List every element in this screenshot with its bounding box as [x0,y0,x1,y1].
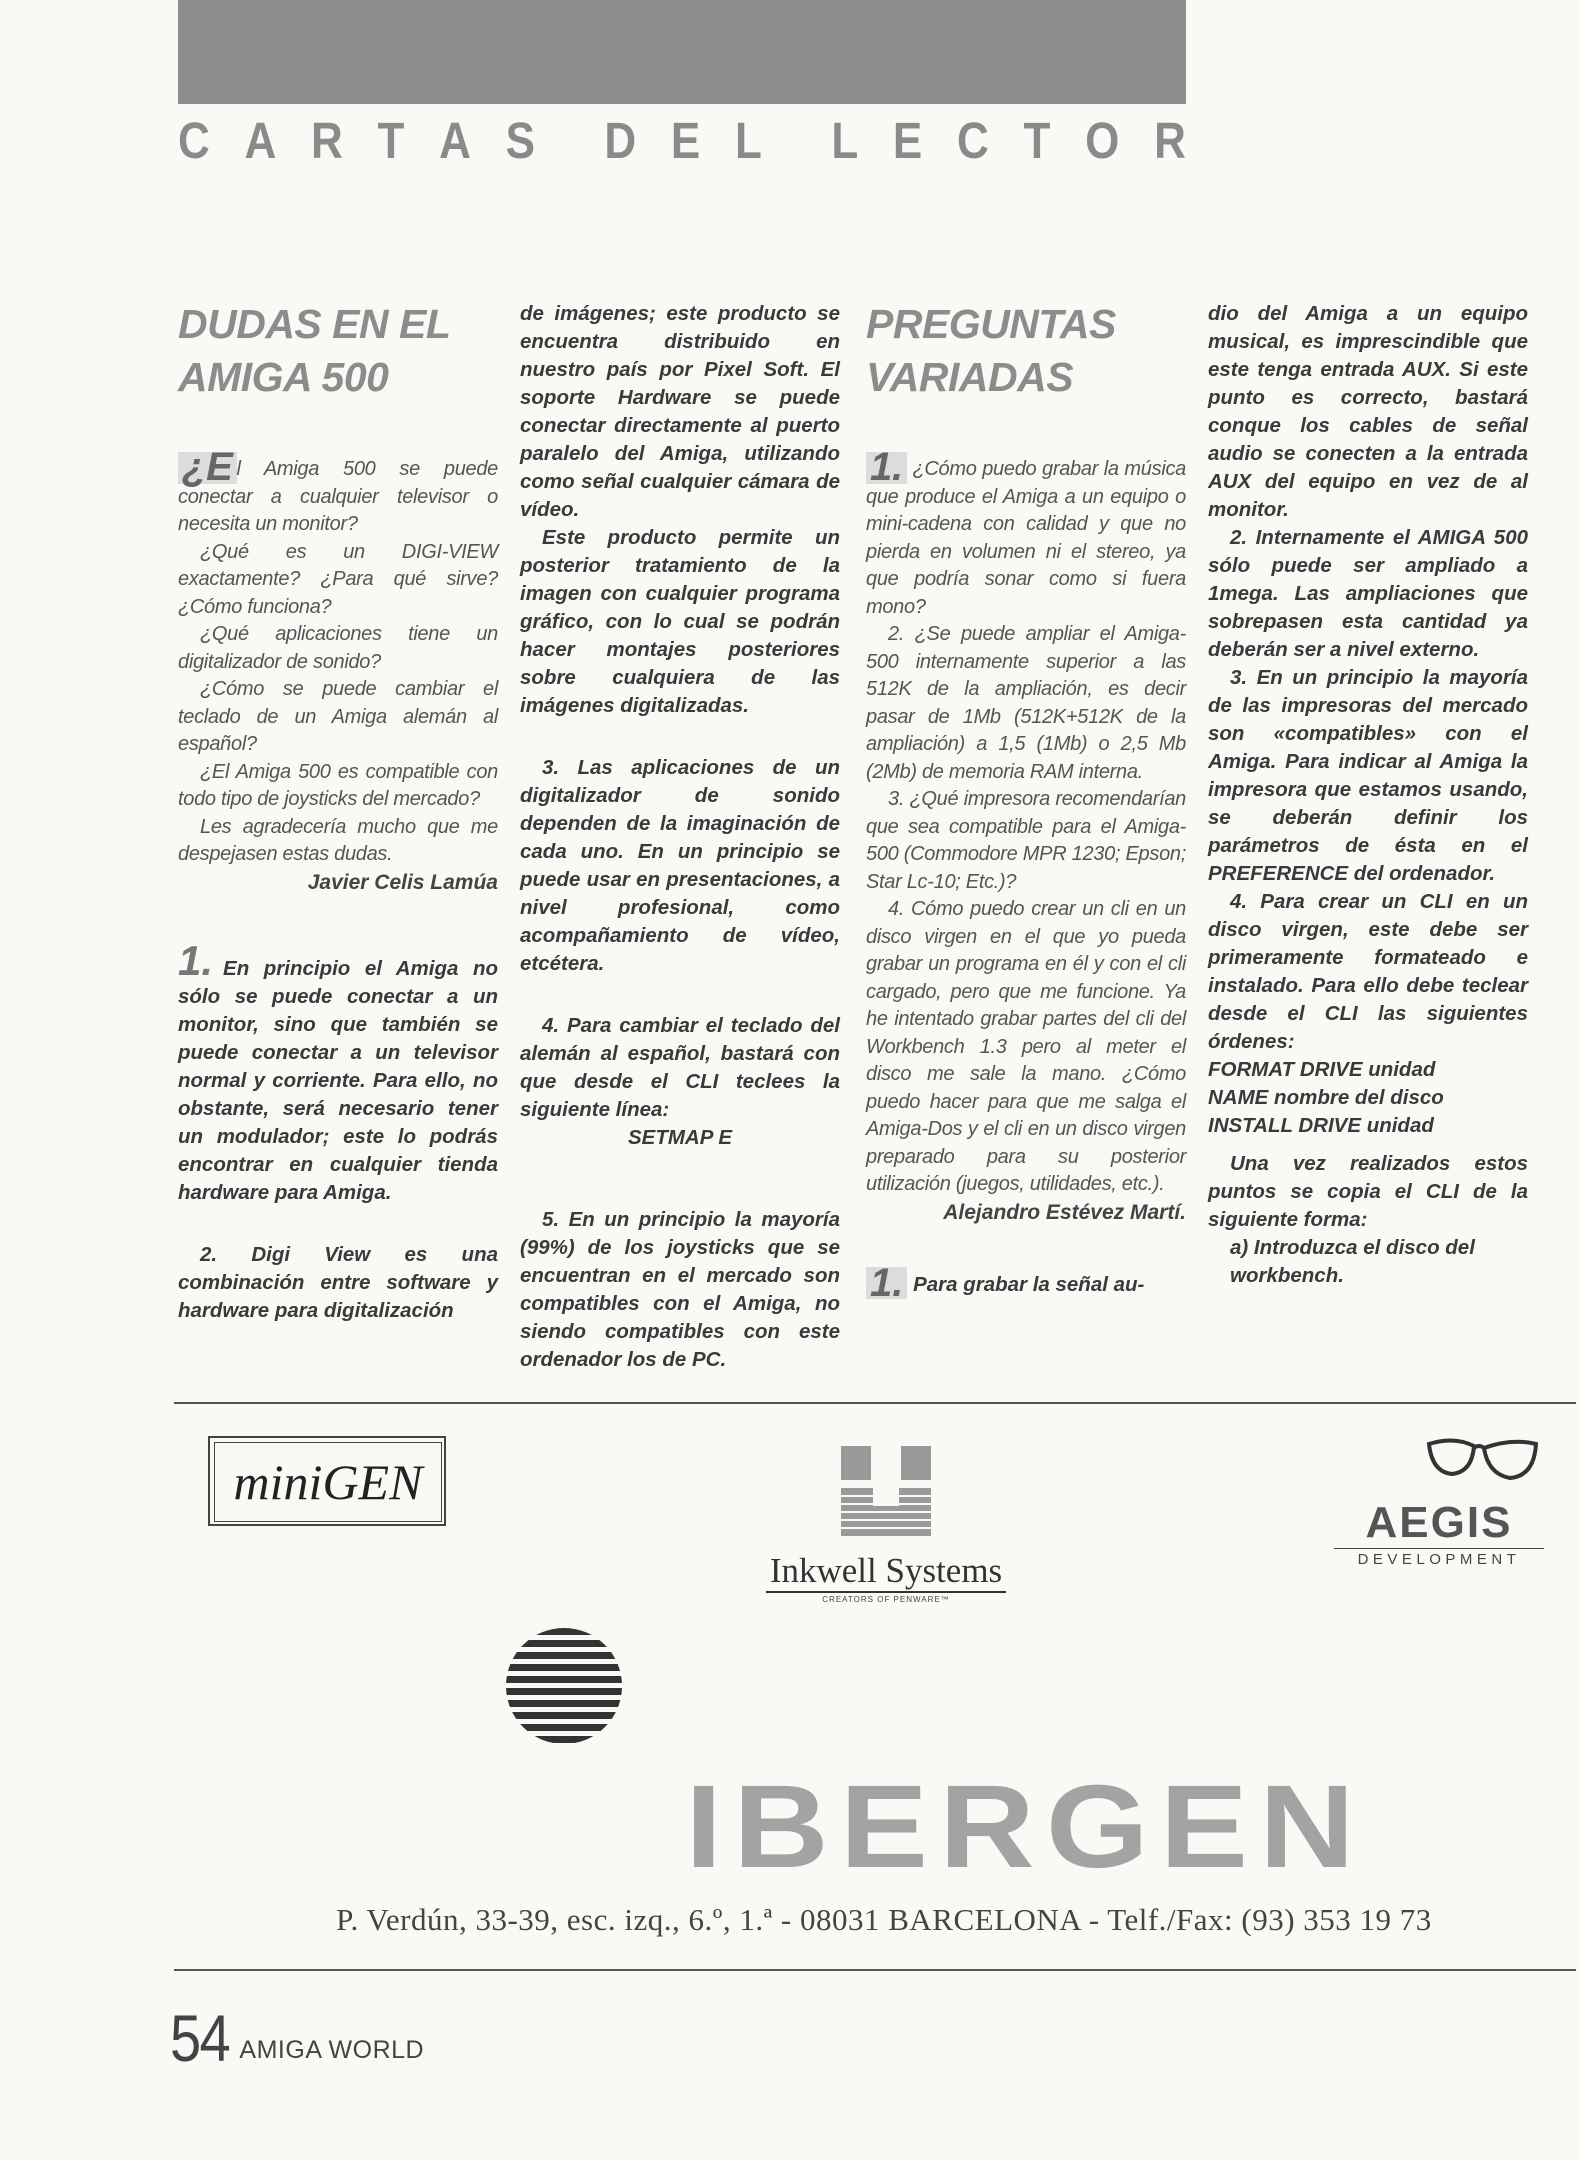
question-paragraph [178,445,498,539]
section-title-letter: O [1085,113,1120,170]
question-text: l Amiga 500 se puede conectar a cualquier televisor o necesita un monitor? [178,458,498,535]
answer-paragraph: 3. Las aplicaciones de un digitalizador de sonido dependen de la imaginación de cada uno. En un principio se puede usar en presentaciones, a nivel profesional, como acompañamiento de vídeo, etcétera. [520,756,840,975]
minigen-logo [208,1436,446,1526]
command-line: SETMAP E [627,1126,733,1149]
answer-number: 1. [178,936,214,984]
section-title-letter: C [178,113,210,170]
section-title-letter: A [439,113,471,170]
answer-paragraph: dio del Amiga a un equipo musical, es imprescindible que este tenga entrada AUX. Si este punto es correcto, bastará conque los cables de señal audio se conecten a la entrada AUX del equipo en vez de al monitor. [1208,302,1528,521]
answer-text: En principio el Amiga no sólo se puede conectar a un monitor, sino que también se puede conectar a un televisor normal y corriente. Para ello, no obstante, será necesario tener un modulador; este lo podrás encontrar en cualquier tienda hardware para Amiga. [178,956,498,1204]
question-paragraph: ¿Cómo se puede cambiar el teclado de un Amiga alemán al español? [178,678,498,755]
answer-paragraph: Este producto permite un posterior tratamiento de la imagen con cualquier programa gráfico, con lo cual se podrán hacer montajes posteriores sobre cualquiera de las imágenes digitalizadas. [520,526,840,717]
question-text: ¿Cómo puedo grabar la música que produce el Amiga a un equipo o mini-cadena con calidad y que no pierda en volumen ni el stereo, ya que podría sonar como si fuera mono? [866,458,1186,618]
drop-cap: ¿E [178,452,237,484]
drop-cap: 1. [866,452,907,484]
section-title-letter: R [1154,113,1186,170]
answer-paragraph: 5. En un principio la mayoría (99%) de los joysticks que se encuentran en el mercado son compatibles con el Amiga, no siendo compatibles con este ordenador los de PC. [520,1208,840,1371]
aegis-logo [1334,1434,1544,1568]
ibergen-wordmark: IBERGEN [685,1761,1366,1893]
answer-text: Para grabar la señal au- [913,1272,1145,1296]
column-1 [178,298,498,1325]
ibergen-globe-icon [504,1626,624,1746]
section-title-letter: A [244,113,277,170]
inkwell-name: Inkwell Systems [766,1551,1006,1593]
question-paragraph [866,445,1186,621]
aegis-name: AEGIS [1365,1498,1513,1547]
magazine-name: AMIGA WORLD [239,2036,425,2064]
glasses-icon [1424,1434,1544,1494]
section-title-letter: T [377,113,405,170]
question-paragraph: 4. Cómo puedo crear un cli en un disco virgen en el que yo pueda grabar un programa en él y con el cli cargado, pero que me funcione. Ya he intentado grabar partes del cli del Workbench 1.3 pero al meter el disco me sale la mano. ¿Cómo puedo hacer para que me salga el Amiga-Dos y el cli en un disco virgen preparado para su posterior utilización (juegos, utilidades, etc.). [866,898,1186,1195]
page-footer [170,2001,425,2075]
command-line: FORMAT DRIVE unidad [1208,1058,1436,1081]
command-line: NAME nombre del disco [1208,1086,1444,1109]
question-paragraph: Les agradecería mucho que me despejasen estas dudas. [178,815,498,865]
section-title-letter: L [734,113,762,170]
signature: Javier Celis Lamúa [307,870,498,894]
section-title-letter: E [670,113,701,170]
page-number: 54 [170,2001,230,2075]
company-address: P. Verdún, 33-39, esc. izq., 6.º, 1.ª - 08031 BARCELONA - Telf./Fax: (93) 353 19 73 [336,1902,1432,1937]
section-title-letter: D [604,113,637,170]
list-item: a) Introduzca el disco del workbench. [1230,1236,1475,1287]
section-title-letter: S [505,113,535,170]
answer-paragraph [866,1260,1186,1305]
column-4 [1208,300,1528,1290]
aegis-subtitle: DEVELOPMENT [1334,1548,1544,1568]
answer-paragraph: 2. Digi View es una combinación entre software y hardware para digitalización [178,1242,498,1322]
answer-paragraph: 2. Internamente el AMIGA 500 sólo puede ser ampliado a 1mega. Las ampliaciones que sobrepasen esta cantidad ya deberán ser a nivel externo. [1208,526,1528,661]
article-heading-dudas: DUDAS EN EL AMIGA 500 [178,301,450,400]
question-paragraph: ¿Qué es un DIGI-VIEW exactamente? ¿Para qué sirve? ¿Cómo funciona? [178,540,498,618]
column-3 [866,298,1186,1305]
inkwell-tagline: CREATORS OF PENWARE™ [822,1595,950,1604]
section-title-letter: C [957,113,989,170]
answer-paragraph: Una vez realizados estos puntos se copia el CLI de la siguiente forma: [1208,1152,1528,1231]
answer-paragraph: 3. En un principio la mayoría de las impresoras del mercado son «compatibles» con el Amiga. Para indicar al Amiga la impresora que estamos usando, se deberán definir los parámetros de ésta en el PREFERENCE del ordenador. [1208,666,1528,885]
header-bar [178,0,1186,104]
drop-cap: 1. [866,1267,907,1299]
minigen-logo-text: miniGEN [214,1442,442,1522]
section-title-letter: R [311,113,343,170]
inkwell-logo [722,1436,1050,1604]
answer-paragraph: 4. Para cambiar el teclado del alemán al español, bastará con que desde el CLI teclees la siguiente línea: [520,1014,840,1121]
column-2 [520,300,840,1374]
section-title [178,112,1186,172]
question-paragraph: 3. ¿Qué impresora recomendarían que sea compatible para el Amiga-500 (Commodore MPR 1230; Epson; Star Lc-10; Etc.)? [866,788,1186,893]
section-title-letter: L [831,113,859,170]
question-paragraph: 2. ¿Se puede ampliar el Amiga-500 internamente superior a las 512K de la ampliación, es decir pasar de 1Mb (512K+512K de la ampliación) a 1,5 (1Mb) o 2,5 Mb (2Mb) de memoria RAM interna. [866,623,1186,783]
answer-paragraph: 4. Para crear un CLI en un disco virgen, este debe ser primeramente formateado e instalado. Para ello debe teclear desde el CLI las siguientes órdenes: [1208,890,1528,1053]
command-line: INSTALL DRIVE unidad [1208,1114,1434,1137]
section-title-letter: E [892,113,923,170]
answer-paragraph [178,936,498,1207]
answer-paragraph: de imágenes; este producto se encuentra distribuido en nuestro país por Pixel Soft. El soporte Hardware se puede conectar directamente al puerto paralelo del Amiga, utilizando como señal cualquier cámara de vídeo. [520,302,840,521]
inkwell-icon [821,1436,951,1546]
section-title-letter: T [1023,113,1051,170]
signature: Alejandro Estévez Martí. [943,1200,1186,1224]
article-heading-preguntas: PREGUNTAS VARIADAS [866,301,1116,400]
question-paragraph: ¿El Amiga 500 es compatible con todo tipo de joysticks del mercado? [178,760,498,810]
question-paragraph: ¿Qué aplicaciones tiene un digitalizador de sonido? [178,623,498,673]
advertisement [174,1402,1576,1971]
